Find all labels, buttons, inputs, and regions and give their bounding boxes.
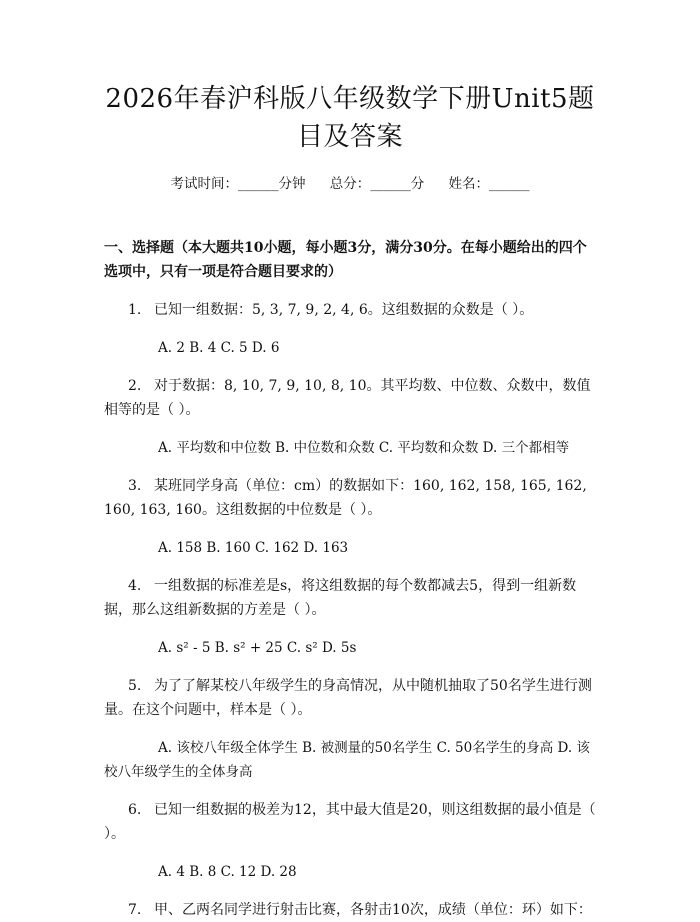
- question-6: [104, 798, 596, 846]
- total-score-label: 总分：______分: [329, 176, 425, 192]
- question-2: [104, 374, 596, 422]
- question-7: [104, 898, 596, 922]
- question-2-options: A. 平均数和中位数 B. 中位数和众数 C. 平均数和众数 D. 三个都相等: [158, 440, 570, 456]
- question-text: 某班同学身高（单位：cm）的数据如下：160, 162, 158, 165, 162, 160, 163, 160。这组数据的中位数是（ ）。: [104, 478, 587, 518]
- question-3-options: A. 158 B. 160 C. 162 D. 163: [158, 540, 349, 556]
- question-1: [104, 298, 596, 322]
- question-number: 1.: [128, 302, 142, 318]
- question-number: 6.: [128, 802, 142, 818]
- question-5: [104, 674, 596, 722]
- question-text: 一组数据的标准差是s，将这组数据的每个数都减去5，得到一组新数据，那么这组新数据的方差是（ ）。: [104, 578, 577, 618]
- exam-time-label: 考试时间：______分钟: [170, 176, 306, 192]
- document-title: 2026年春沪科版八年级数学下册Unit5题目及答案: [105, 84, 595, 152]
- question-text: 为了了解某校八年级学生的身高情况，从中随机抽取了50名学生进行测量。在这个问题中，样本是（ ）。: [104, 678, 592, 718]
- question-4-options: A. s² - 5 B. s² + 25 C. s² D. 5s: [158, 640, 357, 656]
- question-text: 甲、乙两名同学进行射击比赛，各射击10次，成绩（单位：环）如下：: [154, 902, 592, 918]
- section-heading-multiple-choice: 一、选择题（本大题共10小题，每小题3分，满分30分。在每小题给出的四个选项中，只有一项是符合题目要求的）: [104, 240, 587, 280]
- question-1-options: A. 2 B. 4 C. 5 D. 6: [158, 340, 280, 356]
- question-4: [104, 574, 596, 622]
- question-number: 5.: [128, 678, 142, 694]
- question-3: [104, 474, 596, 522]
- question-text: 已知一组数据：5, 3, 7, 9, 2, 4, 6。这组数据的众数是（ ）。: [154, 302, 534, 318]
- name-label: 姓名：______: [448, 176, 530, 192]
- question-number: 2.: [128, 378, 142, 394]
- exam-meta-line: [104, 174, 596, 194]
- question-text: 已知一组数据的极差为12，其中最大值是20，则这组数据的最小值是（ ）。: [104, 802, 596, 842]
- question-number: 4.: [128, 578, 142, 594]
- question-text: 对于数据：8, 10, 7, 9, 10, 8, 10。其平均数、中位数、众数中，数值相等的是（ ）。: [104, 378, 591, 418]
- question-5-options: A. 该校八年级全体学生 B. 被测量的50名学生 C. 50名学生的身高 D. 该校八年级学生的全体身高: [104, 740, 590, 780]
- question-6-options: A. 4 B. 8 C. 12 D. 28: [158, 864, 297, 880]
- question-number: 3.: [128, 478, 142, 494]
- question-number: 7.: [128, 902, 142, 918]
